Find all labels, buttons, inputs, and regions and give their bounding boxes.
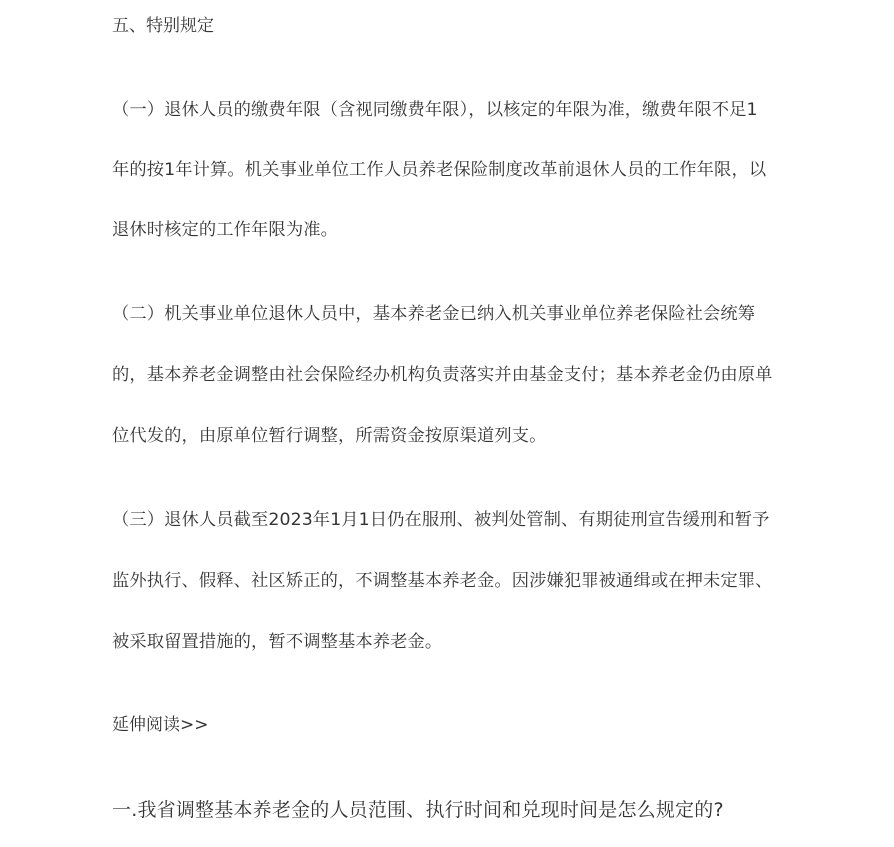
- extended-reading-link[interactable]: 延伸阅读>>: [112, 715, 209, 735]
- paragraph-3-line-3: 被采取留置措施的，暂不调整基本养老金。: [112, 632, 443, 652]
- paragraph-2-line-3: 位代发的，由原单位暂行调整，所需资金按原渠道列支。: [112, 426, 547, 446]
- related-question-1[interactable]: 一.我省调整基本养老金的人员范围、执行时间和兑现时间是怎么规定的?: [112, 799, 724, 821]
- paragraph-1-line-1: （一）退休人员的缴费年限（含视同缴费年限），以核定的年限为准，缴费年限不足1: [112, 100, 758, 120]
- paragraph-3-line-2: 监外执行、假释、社区矫正的，不调整基本养老金。因涉嫌犯罪被通缉或在押未定罪、: [112, 571, 773, 591]
- section-heading: 五、特别规定: [112, 16, 214, 36]
- paragraph-1-line-2: 年的按1年计算。机关事业单位工作人员养老保险制度改革前退休人员的工作年限，以: [112, 160, 767, 180]
- paragraph-2-line-1: （二）机关事业单位退休人员中，基本养老金已纳入机关事业单位养老保险社会统筹: [112, 304, 756, 324]
- paragraph-3-line-1: （三）退休人员截至2023年1月1日仍在服刑、被判处管制、有期徒刑宣告缓刑和暂予: [112, 510, 770, 530]
- paragraph-2-line-2: 的，基本养老金调整由社会保险经办机构负责落实并由基金支付；基本养老金仍由原单: [112, 365, 773, 385]
- paragraph-1-line-3: 退休时核定的工作年限为准。: [112, 220, 338, 240]
